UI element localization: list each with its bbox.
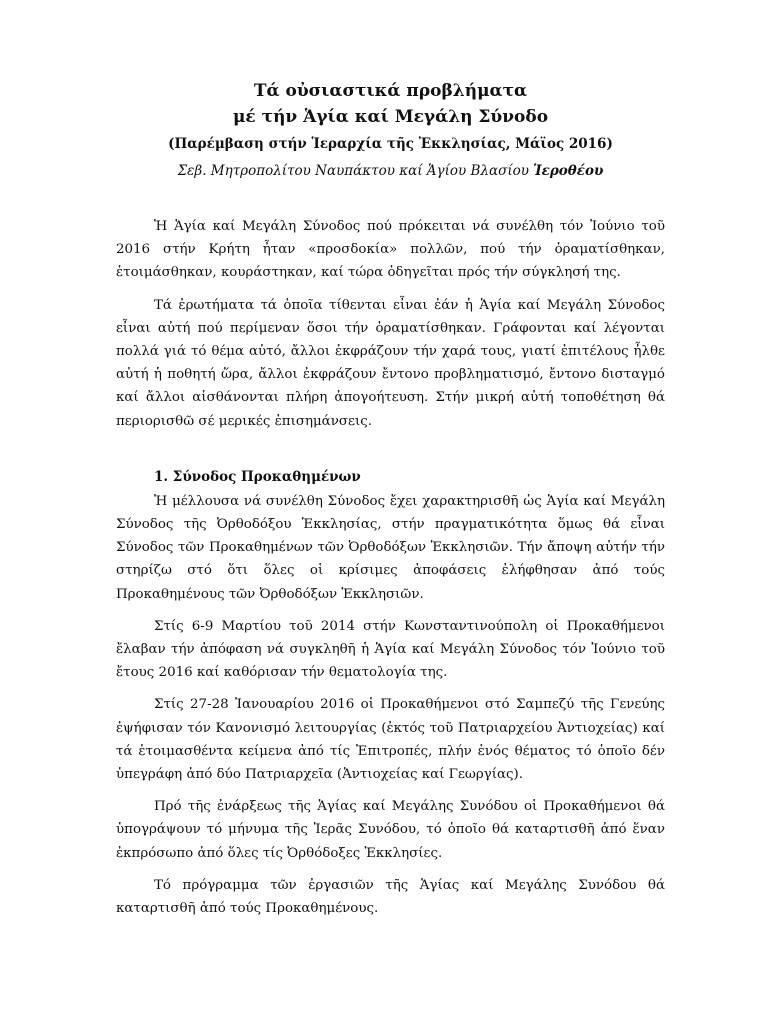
intro-paragraph-1: Ἡ Ἁγία καί Μεγάλη Σύνοδος πού πρόκειται νά συνέλθη τόν Ἰούνιο τοῦ 2016 στήν Κρήτη ἦταν «προσδοκία» πολλῶν, πού τήν ὁραματίσθηκαν, ἑτοιμάσθηκαν, κουράστηκαν, καί τώρα ὁδηγεῖται πρός τήν σύγκλησή της. bbox=[116, 219, 665, 281]
author-line bbox=[116, 160, 665, 182]
section-1-paragraph-3: Στίς 27-28 Ἰανουαρίου 2016 οἱ Προκαθήμενοι στό Σαμπεζύ τῆς Γενεύης ἐψήφισαν τόν Κανονισμό λειτουργίας (ἐκτός τοῦ Πατριαρχείου Ἀντιοχείας) καί τά ἑτοιμασθέντα κείμενα ἀπό τίς Ἐπιτροπές, πλήν ἑνός θέματος τό ὁποῖο δέν ὑπεγράφη ἀπό δύο Πατριαρχεῖα (Ἀντιοχείας καί Γεωργίας). bbox=[116, 697, 665, 783]
intro-paragraph-2: Τά ἐρωτήματα τά ὁποῖα τίθενται εἶναι ἐάν ἡ Ἁγία καί Μεγάλη Σύνοδος εἶναι αὐτή πού περίμεναν ὅσοι τήν ὁραματίσθηκαν. Γράφονται καί λέγονται πολλά γιά τό θέμα αὐτό, ἄλλοι ἐκφράζουν τήν χαρά τους, γιατί ἐπιτέλους ἦλθε αὐτή ἡ ποθητή ὥρα, ἄλλοι ἐκφράζουν ἔντονο προβληματισμό, ἔντονο δισταγμό καί ἄλλοι αἰσθάνονται πλήρη ἀπογοήτευση. Στήν μικρή αὐτή τοποθέτηση θά περιορισθῶ σέ μερικές ἐπισημάνσεις. bbox=[116, 297, 665, 429]
section-1-paragraph-1: Ἡ μέλλουσα νά συνέλθη Σύνοδος ἔχει χαρακτηρισθῆ ὡς Ἁγία καί Μεγάλη Σύνοδος τῆς Ὀρθοδόξου Ἐκκλησίας, στήν πραγματικότητα ὅμως θά εἶναι Σύνοδος τῶν Προκαθημένων τῶν Ὀρθοδόξων Ἐκκλησιῶν. Τήν ἄποψη αὐτήν τήν στηρίζω στό ὅτι ὅλες οἱ κρίσιμες ἀποφάσεις ἐλήφθησαν ἀπό τούς Προκαθημένους τῶν Ὀρθοδόξων Ἐκκλησιῶν. bbox=[116, 493, 665, 602]
section-1 bbox=[116, 466, 665, 920]
section-1-paragraph-4: Πρό τῆς ἐνάρξεως τῆς Ἁγίας καί Μεγάλης Συνόδου οἱ Προκαθήμενοι θά ὑπογράψουν τό μήνυμα τῆς Ἱερᾶς Συνόδου, τό ὁποῖο θά καταρτισθῆ ἀπό ἕναν ἐκπρόσωπο ἀπό ὅλες τίς Ὀρθόδοξες Ἐκκλησίες. bbox=[116, 799, 665, 861]
title-line-2: μέ τήν Ἁγία καί Μεγάλη Σύνοδο bbox=[232, 107, 549, 127]
author-name: Ἱεροθέου bbox=[533, 163, 604, 179]
author-prefix: Σεβ. Μητροπολίτου Ναυπάκτου καί Ἁγίου Βλασίου bbox=[177, 163, 529, 179]
document-page bbox=[116, 78, 665, 929]
intro-section bbox=[116, 215, 665, 433]
subtitle: (Παρέμβαση στήν Ἱεραρχία τῆς Ἐκκλησίας, Μάϊος 2016) bbox=[168, 136, 613, 152]
section-1-paragraph-5: Τό πρόγραμμα τῶν ἐργασιῶν τῆς Ἁγίας καί Μεγάλης Συνόδου θά καταρτισθῆ ἀπό τούς Προκαθημένους. bbox=[116, 877, 665, 917]
section-1-paragraph-2: Στίς 6-9 Μαρτίου τοῦ 2014 στήν Κωνσταντινούπολη οἱ Προκαθήμενοι ἔλαβαν τήν ἀπόφαση νά συγκληθῆ ἡ Ἁγία καί Μεγάλη Σύνοδος τόν Ἰούνιο τοῦ ἔτους 2016 καί καθόρισαν τήν θεματολογία της. bbox=[116, 618, 665, 681]
section-1-heading: 1. Σύνοδος Προκαθημένων bbox=[154, 468, 361, 485]
title-line-1: Τά οὐσιαστικά προβλήματα bbox=[253, 81, 528, 101]
